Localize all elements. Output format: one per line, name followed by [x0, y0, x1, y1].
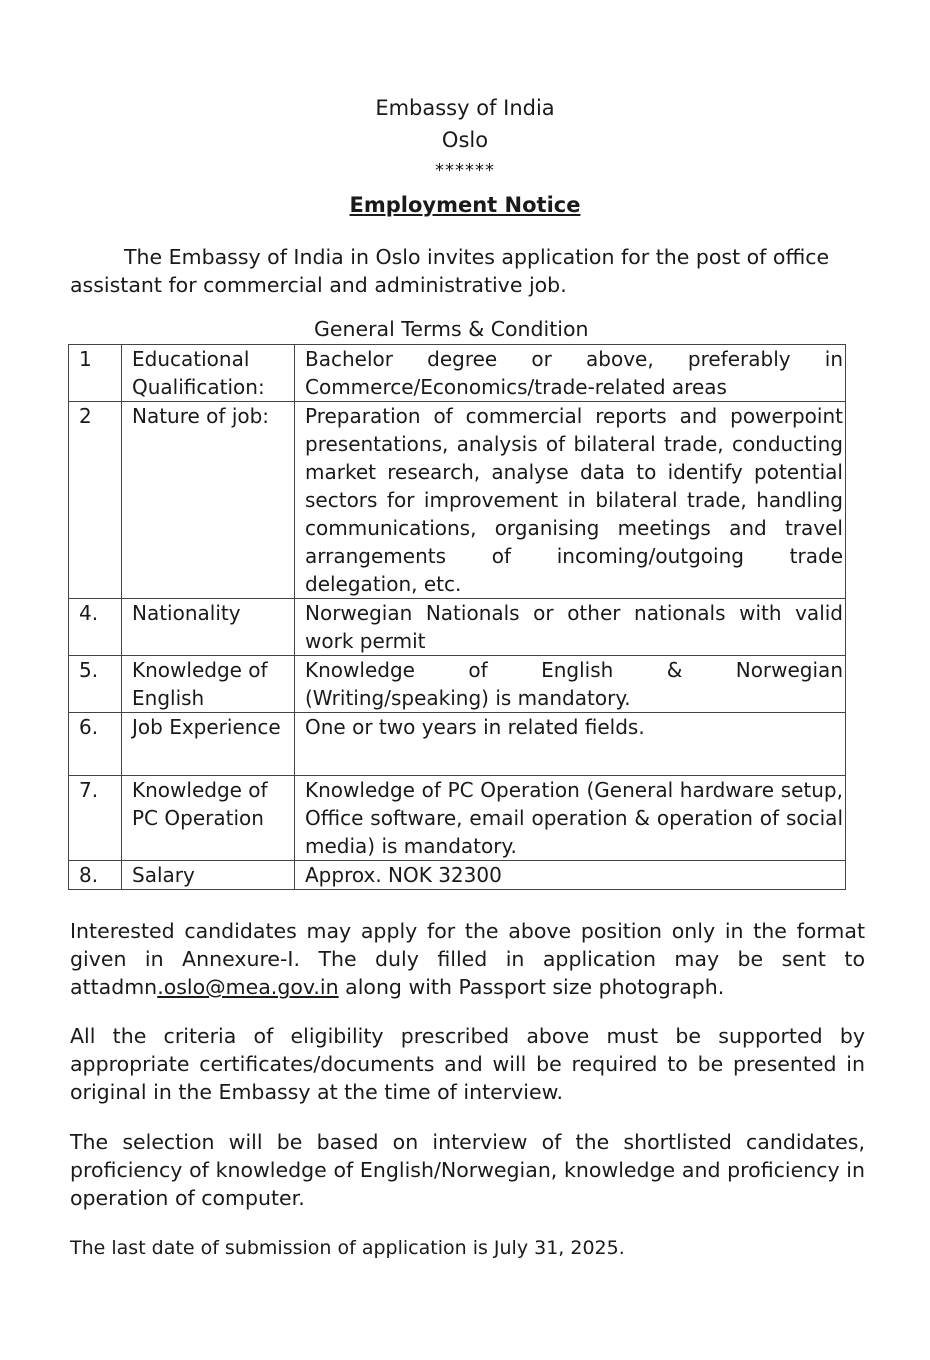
- row-label: Knowledge of English: [122, 656, 295, 713]
- table-row: [69, 713, 846, 776]
- row-label: Job Experience: [122, 713, 295, 776]
- table-row: [69, 861, 846, 890]
- row-number: 2: [69, 402, 122, 599]
- row-description: Norwegian Nationals or other nationals with valid work permit: [295, 599, 846, 656]
- table-row: [69, 656, 846, 713]
- row-label: Educational Qualification:: [122, 345, 295, 402]
- row-description: One or two years in related fields.: [295, 713, 846, 776]
- criteria-paragraph: All the criteria of eligibility prescribed above must be supported by appropriate certificates/documents and will be required to be presented in original in the Embassy at the time of interview.: [70, 1024, 865, 1104]
- application-text-end: along with Passport size photograph.: [338, 975, 725, 999]
- table-row: [69, 776, 846, 861]
- city-name: Oslo: [441, 128, 489, 152]
- application-text: Interested candidates may apply for the above position only in the format given in Annexure-I. The duly filled in application may be sent to attadmn: [70, 919, 865, 999]
- org-name: Embassy of India: [375, 96, 555, 120]
- separator-stars: ******: [435, 160, 495, 181]
- application-paragraph: [70, 917, 865, 1001]
- table-caption: General Terms & Condition: [314, 317, 589, 341]
- row-label: Nature of job:: [122, 402, 295, 599]
- table-row: [69, 599, 846, 656]
- table-row: [69, 345, 846, 402]
- email-link[interactable]: .oslo@mea.gov.in: [157, 975, 339, 999]
- row-number: 5.: [69, 656, 122, 713]
- notice-title: Employment Notice: [349, 193, 581, 217]
- row-label: Nationality: [122, 599, 295, 656]
- row-description: Knowledge of PC Operation (General hardware setup, Office software, email operation & operation of social media) is mandatory.: [295, 776, 846, 861]
- row-label: Salary: [122, 861, 295, 890]
- row-description: Preparation of commercial reports and powerpoint presentations, analysis of bilateral trade, conducting market research, analyse data to identify potential sectors for improvement in bilateral trade, handling communications, organising meetings and travel arrangements of incoming/outgoing trade delegation, etc.: [295, 402, 846, 599]
- table-row: [69, 402, 846, 599]
- row-number: 6.: [69, 713, 122, 776]
- row-number: 8.: [69, 861, 122, 890]
- intro-paragraph: The Embassy of India in Oslo invites application for the post of office assistant for commercial and administrative job.: [70, 245, 830, 297]
- row-description: Knowledge of English & Norwegian (Writing/speaking) is mandatory.: [295, 656, 846, 713]
- selection-paragraph: The selection will be based on interview of the shortlisted candidates, proficiency of knowledge of English/Norwegian, knowledge and proficiency in operation of computer.: [70, 1130, 865, 1210]
- row-number: 7.: [69, 776, 122, 861]
- terms-table: [68, 344, 846, 890]
- row-description: Bachelor degree or above, preferably in Commerce/Economics/trade-related areas: [295, 345, 846, 402]
- row-number: 4.: [69, 599, 122, 656]
- row-description: Approx. NOK 32300: [295, 861, 846, 890]
- row-number: 1: [69, 345, 122, 402]
- row-label: Knowledge of PC Operation: [122, 776, 295, 861]
- last-date-paragraph: The last date of submission of application is July 31, 2025.: [70, 1237, 625, 1259]
